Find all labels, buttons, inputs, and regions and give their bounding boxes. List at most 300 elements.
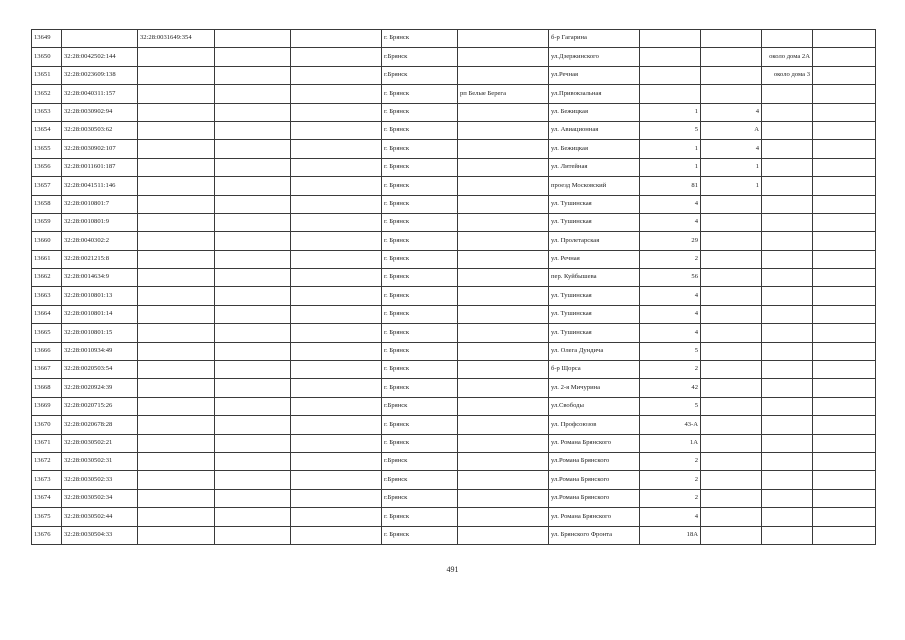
address-note-cell <box>762 250 813 268</box>
building-number-cell <box>701 342 762 360</box>
street-cell: ул. Тушинская <box>549 195 640 213</box>
building-number-cell <box>701 489 762 507</box>
empty-cell <box>291 195 382 213</box>
street-cell: ул. Профсоюзов <box>549 416 640 434</box>
empty-cell <box>291 48 382 66</box>
cadastral-number-alt-cell <box>138 508 215 526</box>
record-number-cell: 13670 <box>32 416 62 434</box>
empty-cell <box>291 342 382 360</box>
empty-cell <box>813 269 876 287</box>
cadastral-number-cell: 32:28:0030502:21 <box>62 434 138 452</box>
empty-cell <box>813 361 876 379</box>
building-number-cell <box>701 324 762 342</box>
street-cell: ул. Бежицкая <box>549 140 640 158</box>
table-row <box>32 526 876 544</box>
locality-cell <box>458 213 549 231</box>
cadastral-number-cell: 32:28:0010801:15 <box>62 324 138 342</box>
street-cell: пер. Куйбышева <box>549 269 640 287</box>
city-cell: г. Брянск <box>382 508 458 526</box>
table-row <box>32 489 876 507</box>
empty-cell <box>215 269 291 287</box>
empty-cell <box>813 471 876 489</box>
building-number-cell <box>701 434 762 452</box>
street-cell: б-р Щорса <box>549 361 640 379</box>
city-cell: г. Брянск <box>382 250 458 268</box>
locality-cell <box>458 508 549 526</box>
building-number-cell: А <box>701 121 762 139</box>
empty-cell <box>215 434 291 452</box>
house-number-cell: 4 <box>640 213 701 231</box>
cadastral-number-cell: 32:28:0030502:33 <box>62 471 138 489</box>
cadastral-number-alt-cell <box>138 489 215 507</box>
street-cell: ул. Олега Дундича <box>549 342 640 360</box>
cadastral-number-alt-cell <box>138 471 215 489</box>
building-number-cell <box>701 508 762 526</box>
cadastral-number-alt-cell <box>138 287 215 305</box>
house-number-cell: 4 <box>640 195 701 213</box>
cadastral-number-alt-cell <box>138 379 215 397</box>
locality-cell <box>458 305 549 323</box>
empty-cell <box>813 103 876 121</box>
street-cell: ул.Романа Брянского <box>549 471 640 489</box>
empty-cell <box>215 397 291 415</box>
street-cell: ул. Брянского Фронта <box>549 526 640 544</box>
table-row <box>32 471 876 489</box>
building-number-cell <box>701 213 762 231</box>
registry-table-body <box>32 30 876 545</box>
record-number-cell: 13666 <box>32 342 62 360</box>
building-number-cell <box>701 66 762 84</box>
empty-cell <box>291 158 382 176</box>
table-row <box>32 287 876 305</box>
empty-cell <box>813 30 876 48</box>
table-row <box>32 121 876 139</box>
empty-cell <box>215 361 291 379</box>
record-number-cell: 13675 <box>32 508 62 526</box>
house-number-cell: 1 <box>640 103 701 121</box>
empty-cell <box>215 158 291 176</box>
city-cell: г. Брянск <box>382 177 458 195</box>
empty-cell <box>291 287 382 305</box>
empty-cell <box>215 508 291 526</box>
cadastral-number-alt-cell <box>138 434 215 452</box>
record-number-cell: 13652 <box>32 85 62 103</box>
empty-cell <box>813 66 876 84</box>
address-note-cell <box>762 452 813 470</box>
table-row <box>32 324 876 342</box>
locality-cell <box>458 66 549 84</box>
empty-cell <box>291 177 382 195</box>
house-number-cell: 81 <box>640 177 701 195</box>
city-cell: г. Брянск <box>382 140 458 158</box>
street-cell: б-р Гагарина <box>549 30 640 48</box>
empty-cell <box>813 489 876 507</box>
street-cell: ул.Привокзальная <box>549 85 640 103</box>
table-row <box>32 397 876 415</box>
cadastral-number-alt-cell <box>138 158 215 176</box>
address-note-cell <box>762 287 813 305</box>
city-cell: г.Брянск <box>382 489 458 507</box>
empty-cell <box>291 416 382 434</box>
city-cell: г. Брянск <box>382 121 458 139</box>
house-number-cell: 18А <box>640 526 701 544</box>
table-row <box>32 195 876 213</box>
house-number-cell <box>640 30 701 48</box>
address-note-cell <box>762 508 813 526</box>
empty-cell <box>215 48 291 66</box>
empty-cell <box>215 30 291 48</box>
table-row <box>32 434 876 452</box>
building-number-cell: 1 <box>701 158 762 176</box>
empty-cell <box>291 489 382 507</box>
locality-cell <box>458 250 549 268</box>
cadastral-number-cell: 32:28:0010801:14 <box>62 305 138 323</box>
city-cell: г. Брянск <box>382 379 458 397</box>
locality-cell <box>458 177 549 195</box>
locality-cell <box>458 489 549 507</box>
cadastral-number-cell: 32:28:0042502:144 <box>62 48 138 66</box>
house-number-cell: 2 <box>640 489 701 507</box>
table-row <box>32 177 876 195</box>
table-row <box>32 379 876 397</box>
street-cell: ул. Речная <box>549 250 640 268</box>
building-number-cell <box>701 305 762 323</box>
address-note-cell <box>762 416 813 434</box>
address-note-cell <box>762 305 813 323</box>
table-row <box>32 140 876 158</box>
table-row <box>32 85 876 103</box>
record-number-cell: 13671 <box>32 434 62 452</box>
cadastral-number-alt-cell <box>138 85 215 103</box>
cadastral-number-cell: 32:28:0021215:8 <box>62 250 138 268</box>
table-row <box>32 342 876 360</box>
locality-cell <box>458 526 549 544</box>
empty-cell <box>813 213 876 231</box>
empty-cell <box>813 177 876 195</box>
record-number-cell: 13674 <box>32 489 62 507</box>
record-number-cell: 13676 <box>32 526 62 544</box>
city-cell: г. Брянск <box>382 195 458 213</box>
address-note-cell <box>762 379 813 397</box>
house-number-cell: 1 <box>640 140 701 158</box>
table-row <box>32 250 876 268</box>
empty-cell <box>291 305 382 323</box>
empty-cell <box>215 452 291 470</box>
empty-cell <box>215 342 291 360</box>
record-number-cell: 13658 <box>32 195 62 213</box>
record-number-cell: 13650 <box>32 48 62 66</box>
locality-cell <box>458 361 549 379</box>
empty-cell <box>291 250 382 268</box>
table-row <box>32 30 876 48</box>
empty-cell <box>215 416 291 434</box>
house-number-cell: 5 <box>640 397 701 415</box>
house-number-cell: 4 <box>640 305 701 323</box>
city-cell: г. Брянск <box>382 416 458 434</box>
cadastral-number-cell <box>62 30 138 48</box>
city-cell: г. Брянск <box>382 103 458 121</box>
cadastral-number-cell: 32:28:0010934:49 <box>62 342 138 360</box>
empty-cell <box>291 508 382 526</box>
record-number-cell: 13665 <box>32 324 62 342</box>
table-row <box>32 213 876 231</box>
empty-cell <box>291 379 382 397</box>
empty-cell <box>215 471 291 489</box>
address-note-cell <box>762 471 813 489</box>
building-number-cell <box>701 48 762 66</box>
record-number-cell: 13656 <box>32 158 62 176</box>
locality-cell <box>458 434 549 452</box>
cadastral-number-alt-cell <box>138 397 215 415</box>
empty-cell <box>813 48 876 66</box>
empty-cell <box>291 85 382 103</box>
cadastral-number-cell: 32:28:0010801:9 <box>62 213 138 231</box>
house-number-cell: 1 <box>640 158 701 176</box>
table-row <box>32 48 876 66</box>
locality-cell <box>458 121 549 139</box>
empty-cell <box>291 213 382 231</box>
house-number-cell: 4 <box>640 324 701 342</box>
street-cell: ул.Романа Брянского <box>549 452 640 470</box>
record-number-cell: 13663 <box>32 287 62 305</box>
street-cell: ул.Свободы <box>549 397 640 415</box>
city-cell: г. Брянск <box>382 287 458 305</box>
empty-cell <box>215 526 291 544</box>
house-number-cell: 2 <box>640 361 701 379</box>
empty-cell <box>215 305 291 323</box>
address-note-cell <box>762 30 813 48</box>
empty-cell <box>813 140 876 158</box>
cadastral-number-alt-cell <box>138 305 215 323</box>
cadastral-number-alt-cell <box>138 361 215 379</box>
locality-cell <box>458 379 549 397</box>
locality-cell <box>458 158 549 176</box>
empty-cell <box>813 158 876 176</box>
empty-cell <box>291 471 382 489</box>
address-note-cell <box>762 177 813 195</box>
street-cell: ул. 2-я Мичурина <box>549 379 640 397</box>
address-note-cell <box>762 434 813 452</box>
city-cell: г.Брянск <box>382 471 458 489</box>
address-note-cell <box>762 232 813 250</box>
city-cell: г.Брянск <box>382 48 458 66</box>
locality-cell <box>458 397 549 415</box>
street-cell: ул. Авиационная <box>549 121 640 139</box>
building-number-cell <box>701 471 762 489</box>
table-row <box>32 103 876 121</box>
address-note-cell <box>762 526 813 544</box>
address-note-cell <box>762 324 813 342</box>
empty-cell <box>291 324 382 342</box>
cadastral-number-cell: 32:28:0030502:44 <box>62 508 138 526</box>
record-number-cell: 13651 <box>32 66 62 84</box>
locality-cell <box>458 195 549 213</box>
city-cell: г. Брянск <box>382 324 458 342</box>
street-cell: ул.Дзержинского <box>549 48 640 66</box>
empty-cell <box>813 85 876 103</box>
house-number-cell: 2 <box>640 471 701 489</box>
house-number-cell: 1А <box>640 434 701 452</box>
house-number-cell: 43-А <box>640 416 701 434</box>
empty-cell <box>813 397 876 415</box>
empty-cell <box>215 213 291 231</box>
city-cell: г. Брянск <box>382 269 458 287</box>
empty-cell <box>291 452 382 470</box>
table-row <box>32 269 876 287</box>
locality-cell <box>458 471 549 489</box>
cadastral-number-alt-cell <box>138 177 215 195</box>
street-cell: ул.Романа Брянского <box>549 489 640 507</box>
locality-cell <box>458 48 549 66</box>
record-number-cell: 13653 <box>32 103 62 121</box>
cadastral-number-cell: 32:28:0030502:34 <box>62 489 138 507</box>
house-number-cell: 56 <box>640 269 701 287</box>
cadastral-number-cell: 32:28:0010801:13 <box>62 287 138 305</box>
house-number-cell: 4 <box>640 508 701 526</box>
record-number-cell: 13649 <box>32 30 62 48</box>
empty-cell <box>291 66 382 84</box>
empty-cell <box>813 508 876 526</box>
cadastral-number-alt-cell <box>138 416 215 434</box>
cadastral-number-alt-cell <box>138 452 215 470</box>
record-number-cell: 13664 <box>32 305 62 323</box>
address-note-cell <box>762 361 813 379</box>
cadastral-number-alt-cell <box>138 213 215 231</box>
cadastral-number-alt-cell <box>138 103 215 121</box>
cadastral-number-cell: 32:28:0030504:33 <box>62 526 138 544</box>
cadastral-number-alt-cell <box>138 140 215 158</box>
empty-cell <box>813 452 876 470</box>
empty-cell <box>215 250 291 268</box>
address-note-cell <box>762 121 813 139</box>
address-note-cell <box>762 489 813 507</box>
empty-cell <box>813 232 876 250</box>
empty-cell <box>291 269 382 287</box>
empty-cell <box>215 66 291 84</box>
empty-cell <box>215 85 291 103</box>
city-cell: г. Брянск <box>382 30 458 48</box>
empty-cell <box>291 232 382 250</box>
city-cell: г. Брянск <box>382 342 458 360</box>
house-number-cell <box>640 66 701 84</box>
empty-cell <box>813 305 876 323</box>
locality-cell <box>458 269 549 287</box>
locality-cell <box>458 324 549 342</box>
building-number-cell <box>701 85 762 103</box>
cadastral-number-alt-cell <box>138 342 215 360</box>
cadastral-number-cell: 32:28:0023609:138 <box>62 66 138 84</box>
record-number-cell: 13657 <box>32 177 62 195</box>
cadastral-number-alt-cell <box>138 324 215 342</box>
address-note-cell <box>762 213 813 231</box>
table-row <box>32 66 876 84</box>
house-number-cell: 29 <box>640 232 701 250</box>
house-number-cell: 2 <box>640 250 701 268</box>
empty-cell <box>291 434 382 452</box>
table-row <box>32 158 876 176</box>
building-number-cell: 4 <box>701 103 762 121</box>
address-note-cell <box>762 140 813 158</box>
building-number-cell <box>701 269 762 287</box>
address-note-cell <box>762 342 813 360</box>
record-number-cell: 13659 <box>32 213 62 231</box>
city-cell: г. Брянск <box>382 361 458 379</box>
house-number-cell: 42 <box>640 379 701 397</box>
empty-cell <box>813 287 876 305</box>
building-number-cell <box>701 416 762 434</box>
record-number-cell: 13660 <box>32 232 62 250</box>
address-note-cell <box>762 158 813 176</box>
table-row <box>32 305 876 323</box>
record-number-cell: 13668 <box>32 379 62 397</box>
cadastral-number-alt-cell <box>138 269 215 287</box>
cadastral-number-cell: 32:28:0020678:28 <box>62 416 138 434</box>
record-number-cell: 13672 <box>32 452 62 470</box>
empty-cell <box>291 397 382 415</box>
empty-cell <box>215 379 291 397</box>
locality-cell <box>458 287 549 305</box>
street-cell: ул. Литейная <box>549 158 640 176</box>
city-cell: г. Брянск <box>382 526 458 544</box>
house-number-cell: 2 <box>640 452 701 470</box>
cadastral-number-alt-cell <box>138 195 215 213</box>
house-number-cell <box>640 85 701 103</box>
building-number-cell: 4 <box>701 140 762 158</box>
street-cell: проезд Московский <box>549 177 640 195</box>
record-number-cell: 13673 <box>32 471 62 489</box>
record-number-cell: 13654 <box>32 121 62 139</box>
empty-cell <box>813 416 876 434</box>
cadastral-number-cell: 32:28:0020715:26 <box>62 397 138 415</box>
building-number-cell <box>701 250 762 268</box>
locality-cell <box>458 232 549 250</box>
empty-cell <box>813 250 876 268</box>
empty-cell <box>813 342 876 360</box>
record-number-cell: 13669 <box>32 397 62 415</box>
cadastral-number-cell: 32:28:0030503:62 <box>62 121 138 139</box>
page-number: 491 <box>446 565 459 574</box>
table-row <box>32 452 876 470</box>
locality-cell <box>458 416 549 434</box>
locality-cell <box>458 140 549 158</box>
city-cell: г. Брянск <box>382 232 458 250</box>
address-note-cell: около дома 3 <box>762 66 813 84</box>
house-number-cell: 5 <box>640 342 701 360</box>
cadastral-number-alt-cell <box>138 250 215 268</box>
cadastral-number-cell: 32:28:0030502:31 <box>62 452 138 470</box>
empty-cell <box>215 177 291 195</box>
house-number-cell <box>640 48 701 66</box>
cadastral-number-cell: 32:28:0020503:54 <box>62 361 138 379</box>
empty-cell <box>215 232 291 250</box>
empty-cell <box>813 379 876 397</box>
table-row <box>32 232 876 250</box>
locality-cell <box>458 30 549 48</box>
cadastral-number-cell: 32:28:0040311:157 <box>62 85 138 103</box>
street-cell: ул. Пролетарская <box>549 232 640 250</box>
street-cell: ул. Романа Брянского <box>549 434 640 452</box>
locality-cell <box>458 342 549 360</box>
building-number-cell <box>701 287 762 305</box>
record-number-cell: 13661 <box>32 250 62 268</box>
cadastral-number-alt-cell <box>138 66 215 84</box>
empty-cell <box>215 287 291 305</box>
street-cell: ул. Бежицкая <box>549 103 640 121</box>
cadastral-number-cell: 32:28:0041511:146 <box>62 177 138 195</box>
locality-cell: рп Белые Берега <box>458 85 549 103</box>
cadastral-number-alt-cell <box>138 232 215 250</box>
empty-cell <box>813 434 876 452</box>
